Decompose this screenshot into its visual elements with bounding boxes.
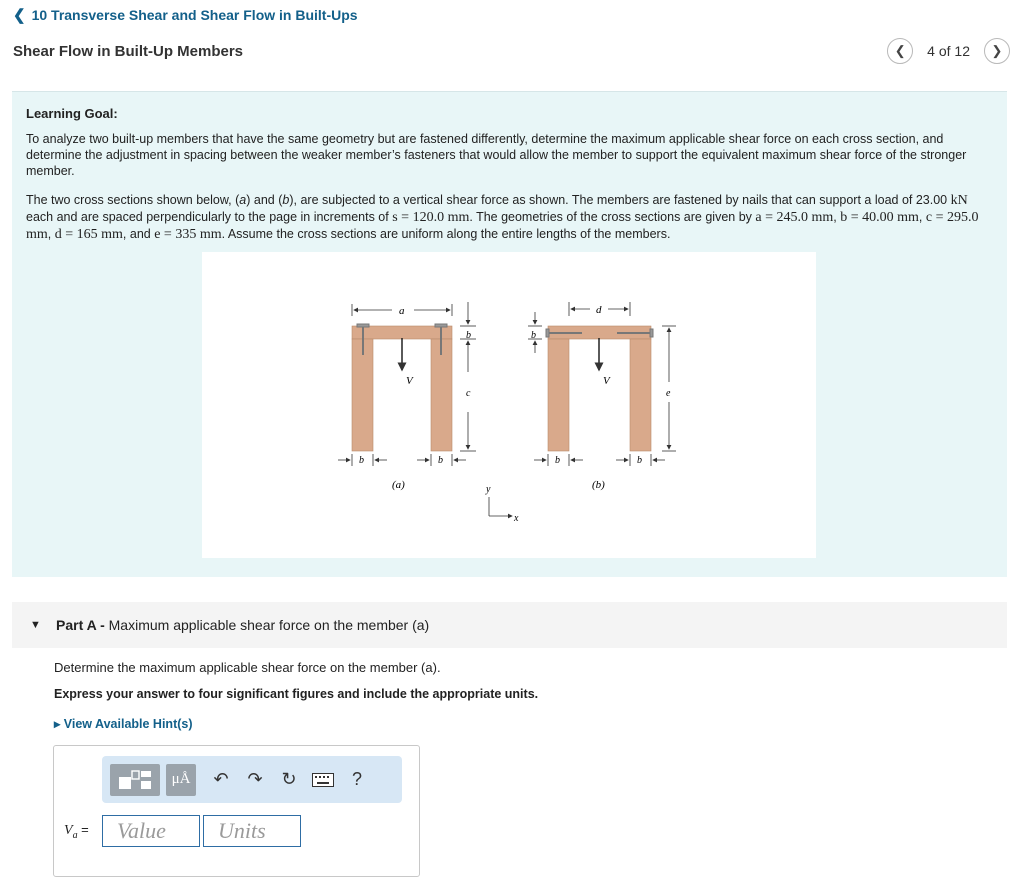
va-symbol: V bbox=[64, 823, 73, 838]
learning-goal-panel bbox=[12, 91, 1007, 577]
statement-text: , and bbox=[122, 227, 155, 241]
member-a bbox=[338, 302, 476, 491]
undo-icon: ↶ bbox=[213, 769, 229, 789]
label-b-bottom-b1: b bbox=[555, 455, 560, 466]
value-a: a = 245.0 mm bbox=[755, 210, 834, 225]
undo-button[interactable] bbox=[204, 764, 238, 796]
redo-icon: ↷ bbox=[247, 769, 263, 789]
reset-icon: ↻ bbox=[281, 769, 297, 789]
learning-goal-text: To analyze two built-up members that have the same geometry but are fastened differently, determine the maximum applicable shear force on each cross section, and determine the adjustment in spacing between the weaker member’s fasteners that would allow the member to support the equivalent maximum shear force of the stronger member. bbox=[26, 132, 967, 178]
pager-text: 4 of 12 bbox=[927, 43, 970, 59]
axis-x-label: x bbox=[514, 513, 519, 524]
view-hints-label: View Available Hint(s) bbox=[63, 717, 193, 731]
page-title: Shear Flow in Built-Up Members bbox=[13, 43, 244, 60]
chevron-left-icon: ❮ bbox=[13, 7, 26, 24]
help-button[interactable] bbox=[340, 764, 374, 796]
triangle-down-icon: ▼ bbox=[30, 619, 41, 631]
va-label bbox=[64, 822, 89, 841]
label-e: e bbox=[666, 388, 671, 399]
label-d: d bbox=[596, 304, 602, 316]
chevron-left-icon: ❮ bbox=[894, 43, 906, 58]
statement-text: . Assume the cross sections are uniform along the entire lengths of the members. bbox=[221, 227, 671, 241]
label-b-bottom-b2: b bbox=[637, 455, 642, 466]
learning-goal-title: Learning Goal: bbox=[26, 106, 118, 121]
problem-statement bbox=[26, 192, 990, 243]
label-b-bottom-a1: b bbox=[359, 455, 364, 466]
cross-section-diagram bbox=[202, 252, 816, 558]
templates-button[interactable] bbox=[110, 764, 160, 796]
member-b-left-web bbox=[548, 339, 569, 451]
coordinate-axes bbox=[485, 484, 519, 524]
view-hints-link[interactable] bbox=[54, 716, 193, 731]
member-a-left-web bbox=[352, 339, 373, 451]
cross-section-figure bbox=[202, 252, 816, 558]
redo-button[interactable] bbox=[238, 764, 272, 796]
keyboard-button[interactable] bbox=[306, 764, 340, 796]
statement-text: ), are subjected to a vertical shear force as shown. The members are fastened by nails that can support a load of 23.00 bbox=[289, 193, 951, 207]
chevron-right-icon: ❯ bbox=[991, 43, 1003, 58]
statement-text: each and are spaced perpendicularly to the page in increments of bbox=[26, 210, 393, 224]
statement-text: . The geometries of the cross sections are given by bbox=[469, 210, 756, 224]
pager bbox=[887, 38, 1010, 64]
units-icon: μÅ bbox=[171, 771, 191, 787]
instruction-text: Express your answer to four significant figures and include the appropriate units. bbox=[54, 687, 539, 701]
axis-y-label: y bbox=[486, 484, 491, 495]
units-button[interactable] bbox=[166, 764, 196, 796]
value-b: b = 40.00 mm bbox=[840, 210, 919, 225]
value-c: c = 295.0 mm bbox=[26, 210, 979, 242]
member-b-right-web bbox=[630, 339, 651, 451]
statement-var: a bbox=[239, 193, 247, 207]
member-a-right-web bbox=[431, 339, 452, 451]
statement-text: The two cross sections shown below, ( bbox=[26, 193, 240, 207]
value-e: e = 335 mm bbox=[154, 227, 222, 242]
statement-text: , bbox=[918, 210, 926, 224]
back-link[interactable] bbox=[13, 6, 358, 24]
va-subscript: a bbox=[72, 829, 78, 841]
question-text: Determine the maximum applicable shear force on the member (a). bbox=[54, 660, 441, 675]
part-a-title bbox=[56, 617, 429, 633]
statement-text: ) and ( bbox=[246, 193, 283, 207]
math-toolbar bbox=[102, 756, 402, 803]
back-link-label: 10 Transverse Shear and Shear Flow in Built-Ups bbox=[31, 7, 358, 23]
label-b-vertical-a: b bbox=[466, 330, 471, 341]
unit-kn: kN bbox=[950, 193, 968, 208]
caption-b: (b) bbox=[592, 479, 605, 491]
value-s: s = 120.0 mm bbox=[392, 210, 470, 225]
prev-item-button[interactable] bbox=[887, 38, 913, 64]
label-b-vertical-b: b bbox=[531, 330, 536, 341]
label-c: c bbox=[466, 388, 471, 399]
caption-a: (a) bbox=[392, 479, 405, 491]
label-v-a: V bbox=[406, 375, 413, 387]
part-a-title-text: Maximum applicable shear force on the member (a) bbox=[108, 617, 430, 633]
value-input[interactable] bbox=[102, 815, 200, 847]
part-a-header[interactable] bbox=[12, 602, 1007, 648]
value-d: d = 165 mm bbox=[54, 227, 123, 242]
reset-button[interactable] bbox=[272, 764, 306, 796]
keyboard-icon bbox=[312, 773, 334, 787]
answer-box bbox=[53, 745, 420, 877]
member-b bbox=[528, 302, 676, 491]
va-equals: = bbox=[77, 822, 89, 837]
next-item-button[interactable] bbox=[984, 38, 1010, 64]
label-b-bottom-a2: b bbox=[438, 455, 443, 466]
statement-text: , bbox=[833, 210, 841, 224]
label-a: a bbox=[399, 305, 405, 317]
triangle-right-icon: ▸ bbox=[54, 717, 61, 731]
help-icon: ? bbox=[351, 769, 362, 789]
statement-var: b bbox=[282, 193, 290, 207]
statement-text: , bbox=[47, 227, 55, 241]
units-input[interactable] bbox=[203, 815, 301, 847]
part-a-label: Part A - bbox=[56, 617, 109, 633]
templates-icon bbox=[115, 768, 155, 792]
member-a-flange bbox=[352, 326, 452, 339]
label-v-b: V bbox=[603, 375, 610, 387]
